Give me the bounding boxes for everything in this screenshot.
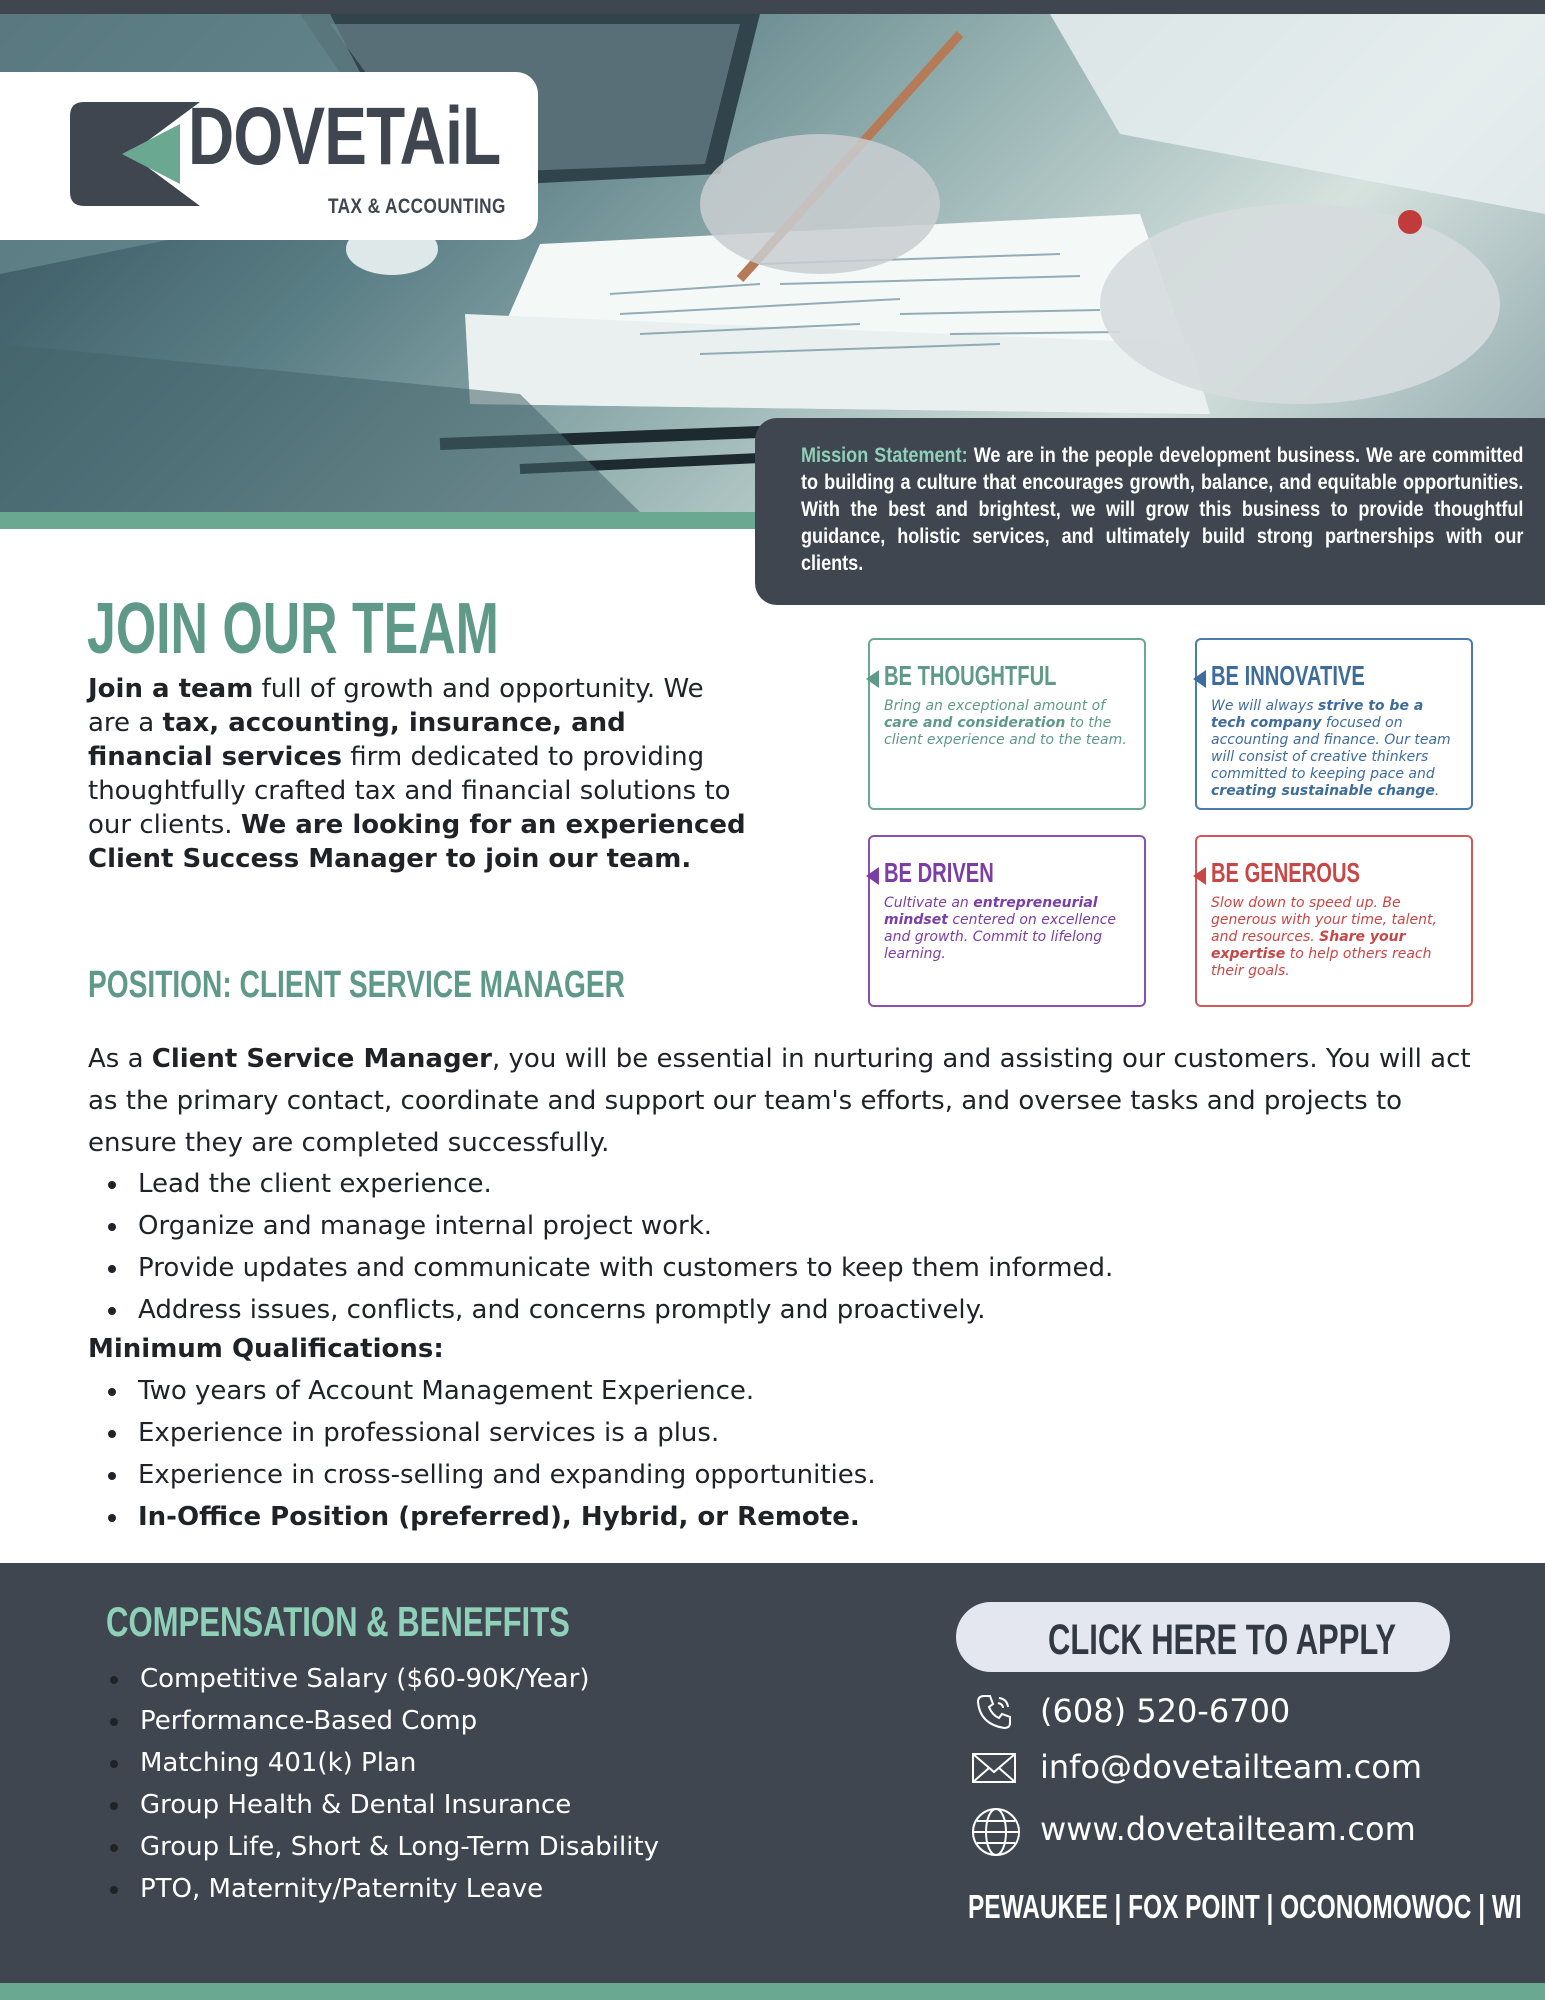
value-text: We will always strive to be a tech company focused on accounting and finance. Our team will consist of creative thinkers committed to keeping pace and creating sustainable change.: [1211, 698, 1451, 799]
top-strip: [0, 0, 1545, 14]
intro-text-2: firm dedicated to providing thoughtfully crafted tax and financial solutions to our clients.: [88, 742, 731, 840]
arrow-icon: [1193, 867, 1206, 885]
list-item: Provide updates and communicate with customers to keep them informed.: [88, 1247, 1388, 1289]
list-item: Competitive Salary ($60-90K/Year): [90, 1658, 730, 1700]
intro-bold-2: tax, accounting, insurance, and financial services: [88, 708, 626, 772]
mail-icon: [970, 1744, 1018, 1792]
value-card-driven: [868, 835, 1146, 1007]
list-item: Experience in professional services is a plus.: [88, 1412, 1388, 1454]
arrow-icon: [866, 867, 879, 885]
list-item: PTO, Maternity/Paternity Leave: [90, 1868, 730, 1910]
position-description: [88, 1038, 1488, 1164]
phone-text: (608) 520-6700: [1040, 1692, 1291, 1730]
desc-text-2: , you will be essential in nurturing and assisting our customers. You will act as the primary contact, coordinate and support our team's efforts, and oversee tasks and projects to ensure they are completed successfully.: [88, 1044, 1471, 1158]
value-title: BE GENEROUS: [1211, 857, 1360, 888]
value-text: Cultivate an entrepreneurial mindset centered on excellence and growth. Commit to lifelong learning.: [884, 895, 1117, 962]
value-title: BE THOUGHTFUL: [884, 660, 1057, 691]
list-item: Address issues, conflicts, and concerns promptly and proactively.: [88, 1289, 1388, 1331]
list-item: Experience in cross-selling and expanding opportunities.: [88, 1454, 1388, 1496]
join-title: JOIN OUR TEAM: [87, 589, 499, 669]
position-title: POSITION: CLIENT SERVICE MANAGER: [88, 964, 625, 1006]
arrow-icon: [1193, 670, 1206, 688]
list-item: Group Health & Dental Insurance: [90, 1784, 730, 1826]
value-title: BE DRIVEN: [884, 857, 994, 888]
arrow-icon: [866, 670, 879, 688]
value-card-generous: [1195, 835, 1473, 1007]
list-item: Two years of Account Management Experience.: [88, 1370, 1388, 1412]
value-card-thoughtful: [868, 638, 1146, 810]
list-item: Matching 401(k) Plan: [90, 1742, 730, 1784]
value-card-innovative: [1195, 638, 1473, 810]
footer-accent-bar: [0, 1983, 1545, 2000]
phone-icon: [970, 1688, 1018, 1736]
benefits-list: [90, 1658, 730, 1910]
list-item: Organize and manage internal project work.: [88, 1205, 1388, 1247]
mission-text: We are in the people development business. We are committed to building a culture that encourages growth, balance, and equitable opportunities. With the best and brightest, we will grow this business to provide thoughtful guidance, holistic services, and ultimately build strong partnerships with our clients.: [801, 444, 1524, 575]
qualifications-title: Minimum Qualifications:: [88, 1334, 444, 1364]
value-title: BE INNOVATIVE: [1211, 660, 1365, 691]
apply-button-label: CLICK HERE TO APPLY: [1048, 1616, 1397, 1664]
mission-label: Mission Statement:: [801, 444, 968, 467]
logo-subtitle: TAX & ACCOUNTING: [328, 195, 506, 218]
compensation-title: COMPENSATION & BENEFFITS: [106, 1598, 570, 1645]
desc-bold: Client Service Manager: [151, 1044, 493, 1074]
dovetail-logo-icon: [70, 102, 200, 206]
list-item: Lead the client experience.: [88, 1163, 1388, 1205]
list-item: Group Life, Short & Long-Term Disability: [90, 1826, 730, 1868]
qualifications-list: [88, 1370, 1388, 1538]
desc-text-1: As a: [88, 1044, 152, 1074]
value-text: Bring an exceptional amount of care and consideration to the client experience and to the team.: [884, 698, 1127, 748]
intro-bold-1: Join a team: [88, 674, 254, 704]
apply-button[interactable]: [956, 1602, 1450, 1672]
logo-wordmark: DOVETAiL: [188, 91, 501, 182]
mission-statement: [755, 418, 1545, 605]
email-text: info@dovetailteam.com: [1040, 1748, 1422, 1786]
value-text: Slow down to speed up. Be generous with your time, talent, and resources. Share your expertise to help others reach their goals.: [1211, 895, 1437, 979]
duties-list: [88, 1163, 1388, 1331]
list-item: In-Office Position (preferred), Hybrid, or Remote.: [88, 1496, 1388, 1538]
website-text: www.dovetailteam.com: [1040, 1810, 1416, 1848]
intro-bold-3: We are looking for an experienced Client Success Manager to join our team.: [88, 810, 746, 874]
globe-icon: [970, 1806, 1022, 1858]
locations: PEWAUKEE | FOX POINT | OCONOMOWOC | WI: [968, 1888, 1522, 1925]
intro-text-1: full of growth and opportunity. We are a: [88, 674, 704, 738]
list-item: Performance-Based Comp: [90, 1700, 730, 1742]
intro-paragraph: [88, 672, 748, 876]
